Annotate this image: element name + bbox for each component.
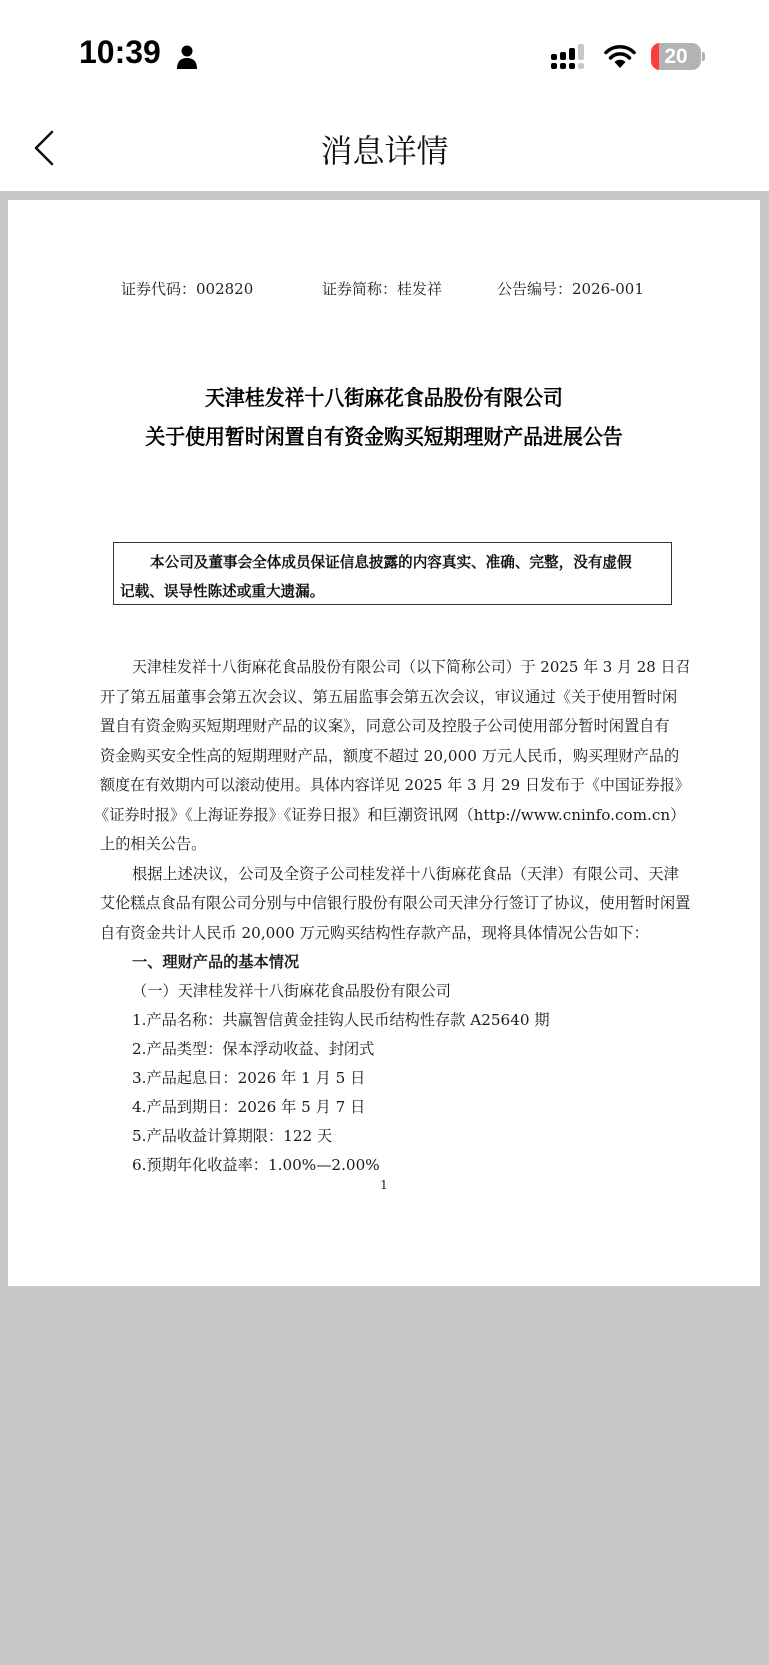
paragraph-2-line-1: 根据上述决议，公司及全资子公司桂发祥十八街麻花食品（天津）有限公司、天津	[132, 865, 679, 883]
cellular-signal-icon	[551, 44, 591, 70]
page-number: 1	[380, 1178, 388, 1192]
disclaimer-line-2: 记载、误导性陈述或重大遗漏。	[120, 583, 325, 600]
document-title-line-2: 关于使用暂时闲置自有资金购买短期理财产品进展公告	[145, 425, 623, 449]
subsection-heading: （一）天津桂发祥十八街麻花食品股份有限公司	[132, 982, 451, 1000]
paragraph-1-line-3: 置自有资金购买短期理财产品的议案》，同意公司及控股子公司使用部分暂时闲置自有	[100, 717, 670, 735]
security-name: 证券简称：桂发祥	[322, 280, 443, 298]
product-item-1: 1.产品名称：共赢智信黄金挂钩人民币结构性存款 A25640 期	[132, 1011, 550, 1029]
disclaimer-box	[113, 542, 672, 605]
paragraph-1-line-4: 资金购买安全性高的短期理财产品，额度不超过 20,000 万元人民币，购买理财产品的	[100, 747, 680, 765]
paragraph-1-line-7: 上的相关公告。	[100, 835, 207, 853]
product-item-2: 2.产品类型：保本浮动收益、封闭式	[132, 1040, 375, 1058]
person-icon	[176, 44, 198, 70]
announcement-number: 公告编号：2026-001	[497, 280, 644, 298]
disclaimer-line-1: 本公司及董事会全体成员保证信息披露的内容真实、准确、完整，没有虚假	[150, 554, 632, 571]
battery-level: 20	[664, 45, 688, 68]
section-heading: 一、理财产品的基本情况	[132, 953, 300, 971]
wifi-icon	[604, 44, 636, 68]
product-item-5: 5.产品收益计算期限：122 天	[132, 1127, 333, 1145]
battery-body	[651, 43, 701, 70]
battery-cap	[702, 52, 705, 61]
paragraph-1-line-2: 开了第五届董事会第五次会议、第五届监事会第五次会议，审议通过《关于使用暂时闲	[100, 688, 678, 706]
paragraph-1-line-5: 额度在有效期内可以滚动使用。具体内容详见 2025 年 3 月 29 日发布于《中国证券报》	[100, 776, 690, 794]
product-item-6: 6.预期年化收益率：1.00%—2.00%	[132, 1156, 380, 1174]
product-item-4: 4.产品到期日：2026 年 5 月 7 日	[132, 1098, 366, 1116]
paragraph-1-line-1: 天津桂发祥十八街麻花食品股份有限公司（以下简称公司）于 2025 年 3 月 28 日召	[132, 658, 691, 676]
status-time: 10:39	[79, 34, 161, 70]
paragraph-2-line-3: 自有资金共计人民币 20,000 万元购买结构性存款产品，现将具体情况公告如下：	[100, 924, 649, 942]
document-title-line-1: 天津桂发祥十八街麻花食品股份有限公司	[205, 386, 563, 410]
page-title: 消息详情	[320, 132, 449, 170]
security-code: 证券代码：002820	[121, 280, 254, 298]
battery-icon	[651, 43, 701, 70]
top-bar	[0, 0, 769, 191]
product-item-3: 3.产品起息日：2026 年 1 月 5 日	[132, 1069, 366, 1087]
paragraph-2-line-2: 艾伦糕点食品有限公司分别与中信银行股份有限公司天津分行签订了协议，使用暂时闲置	[100, 894, 691, 912]
document-page	[8, 200, 760, 1286]
paragraph-1-line-6: 《证券时报》《上海证券报》《证券日报》和巨潮资讯网（http://www.cninfo.com.cn）	[94, 806, 686, 824]
